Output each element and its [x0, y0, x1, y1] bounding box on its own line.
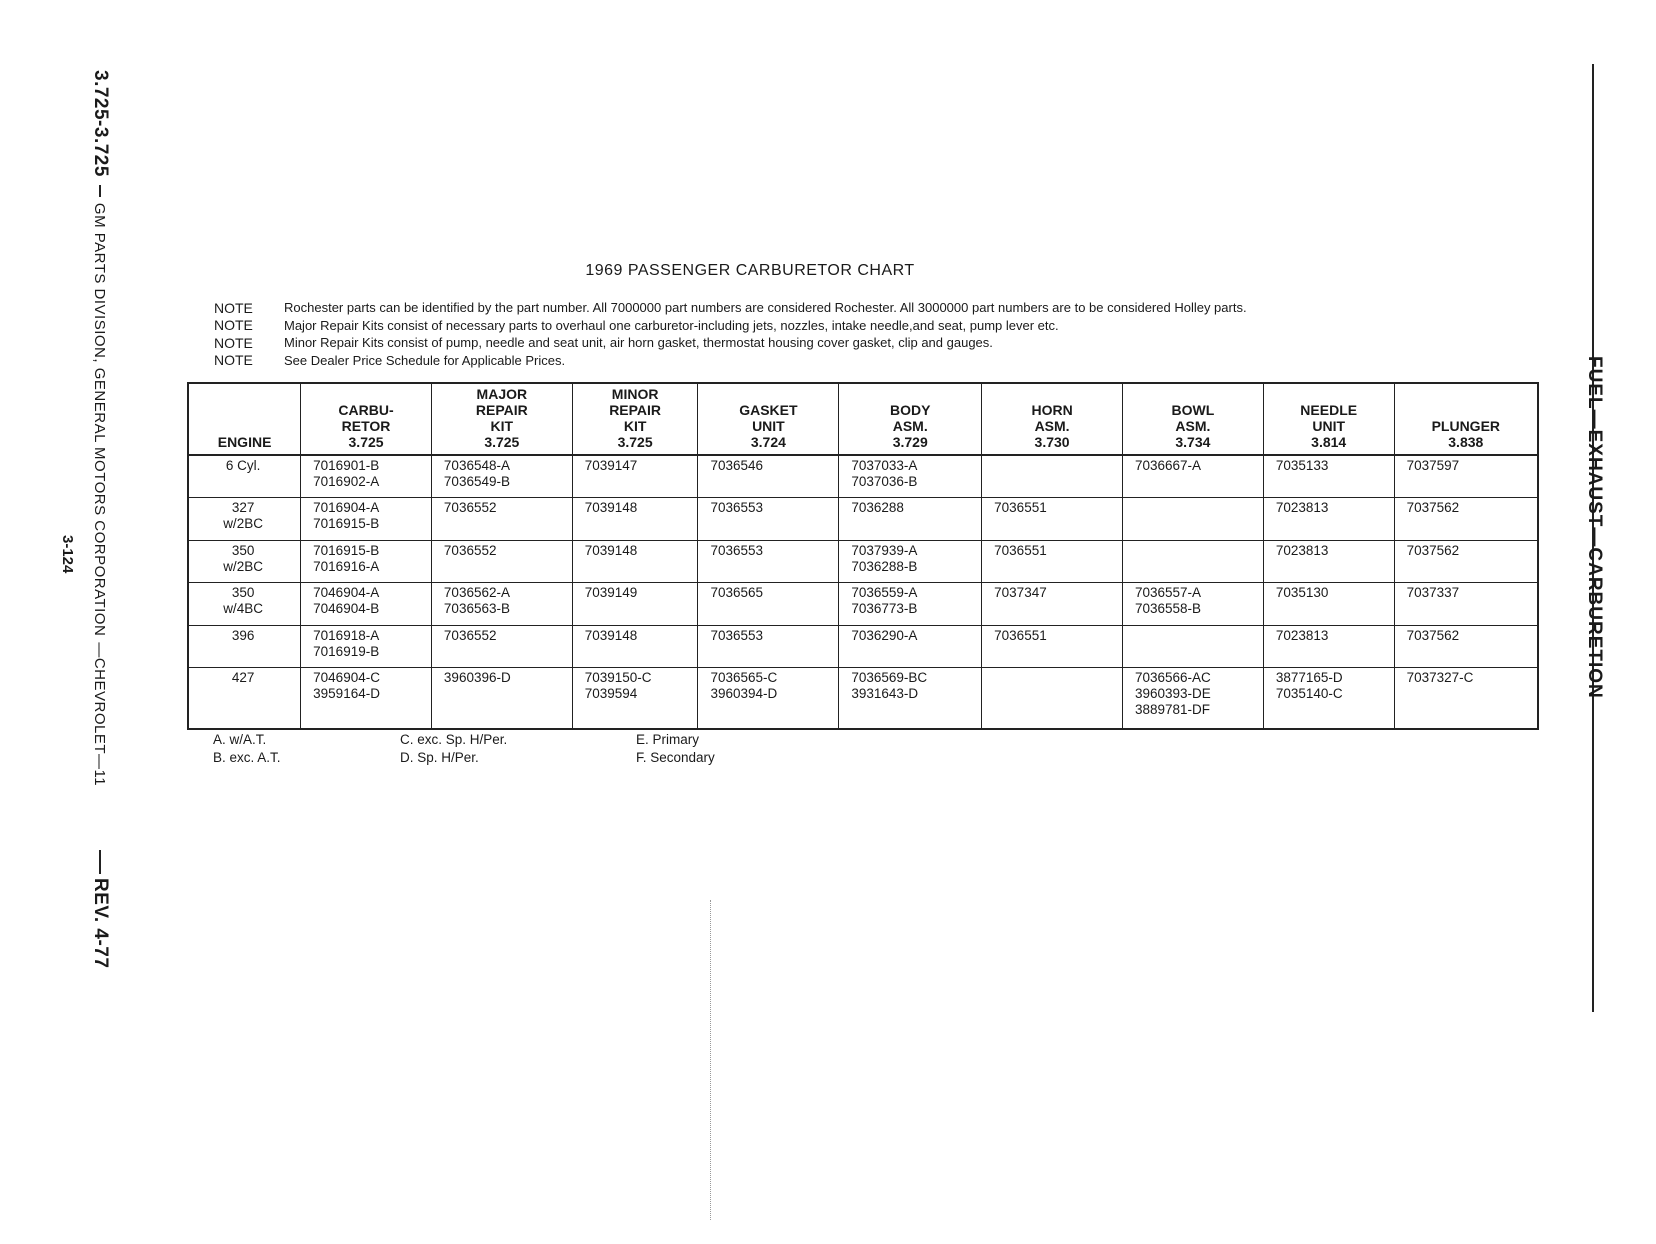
table-body — [188, 455, 1538, 729]
table-row — [188, 498, 1538, 540]
column-header — [1122, 383, 1263, 455]
cell-line: w/2BC — [223, 558, 263, 574]
column-header-line: PLUNGER — [1431, 418, 1501, 434]
part-number-cell — [1122, 668, 1263, 729]
column-header-line: REPAIR — [475, 402, 528, 418]
part-number-cell — [982, 625, 1123, 667]
cell-line: 7036548-A — [443, 458, 510, 473]
part-number-cell — [982, 498, 1123, 540]
cell-line: w/4BC — [223, 601, 263, 617]
cell-line: 7036569-BC — [851, 670, 928, 686]
section-code: 3.725-3.725 — [90, 70, 111, 177]
part-number-cell — [698, 540, 839, 582]
part-number-cell — [698, 625, 839, 667]
column-header-line: HORN — [1031, 402, 1073, 418]
part-number-cell — [982, 455, 1123, 498]
cell-line: 7036546 — [710, 458, 764, 473]
table-row — [188, 583, 1538, 625]
column-header-line: ASM. — [1034, 418, 1070, 434]
margin-rule — [99, 185, 101, 197]
cell-line: 427 — [231, 670, 255, 686]
part-number-cell — [698, 583, 839, 625]
cell-line: 3889781-DF — [1134, 702, 1211, 718]
column-header — [431, 383, 572, 455]
cell-line: 7036563-B — [443, 601, 510, 617]
part-number-cell — [572, 455, 698, 498]
part-number-cell — [572, 625, 698, 667]
note-row — [214, 334, 1247, 352]
revision-rule — [99, 850, 101, 874]
part-number-cell — [1122, 540, 1263, 582]
part-number-cell — [982, 540, 1123, 582]
column-header-line: 3.725 — [348, 434, 384, 450]
cell-line: 3959164-D — [313, 686, 380, 702]
part-number-cell — [1394, 498, 1538, 540]
column-header-line: ENGINE — [217, 434, 272, 450]
cell-line: 7036558-B — [1134, 601, 1202, 617]
part-number-cell — [1263, 583, 1394, 625]
footnote: B. exc. A.T. — [213, 750, 281, 765]
column-header-line: CARBU- — [338, 402, 394, 418]
part-number-cell — [1263, 668, 1394, 729]
part-number-cell — [1263, 540, 1394, 582]
column-header-line: 3.814 — [1311, 434, 1347, 450]
part-number-cell — [301, 625, 432, 667]
note-text: See Dealer Price Schedule for Applicable Prices. — [284, 352, 566, 368]
cell-line: 3960394-D — [710, 686, 778, 702]
cell-line: 7035130 — [1275, 585, 1329, 601]
cell-line: 7036549-B — [443, 474, 510, 489]
column-header-line: KIT — [490, 418, 514, 434]
cell-line: 396 — [231, 627, 255, 643]
cell-line: 7037337 — [1406, 585, 1460, 601]
cell-line: w/2BC — [223, 516, 263, 532]
cell-line: 7035133 — [1275, 458, 1329, 473]
part-number-cell — [1263, 498, 1394, 540]
part-number-cell — [572, 583, 698, 625]
cell-line: 7036566-AC — [1134, 670, 1211, 686]
part-number-cell — [1394, 583, 1538, 625]
engine-cell — [188, 540, 301, 582]
part-number-cell — [301, 668, 432, 729]
cell-line: 7036288-B — [851, 558, 918, 574]
column-header — [1263, 383, 1394, 455]
cell-line: 7023813 — [1275, 500, 1329, 516]
cell-line: 7036553 — [710, 627, 764, 643]
page-number: 3-124 — [59, 535, 76, 574]
cell-line: 7016915-B — [313, 516, 380, 532]
column-header-line: ASM. — [892, 418, 928, 434]
part-number-cell — [301, 455, 432, 498]
left-margin-header — [70, 70, 130, 1070]
cell-line: 7036565 — [710, 585, 764, 601]
part-number-cell — [431, 668, 572, 729]
note-label: NOTE — [214, 352, 253, 369]
cell-line: 7037562 — [1406, 542, 1460, 558]
part-number-cell — [698, 668, 839, 729]
part-number-cell — [839, 455, 982, 498]
cell-line: 7039149 — [584, 585, 638, 601]
part-number-cell — [1394, 625, 1538, 667]
carburetor-parts-table — [187, 382, 1539, 730]
footnote: E. Primary — [636, 732, 700, 747]
note-label: NOTE — [214, 317, 253, 334]
cell-line: 7037562 — [1406, 627, 1460, 643]
cell-line: 3877165-D — [1275, 670, 1343, 686]
column-header-line: UNIT — [752, 418, 785, 434]
cell-line: 3960393-DE — [1134, 686, 1211, 702]
column-header-line: NEEDLE — [1300, 402, 1358, 418]
part-number-cell — [301, 498, 432, 540]
part-number-cell — [572, 498, 698, 540]
cell-line: 7036290-A — [851, 627, 918, 643]
column-header-line: KIT — [623, 418, 647, 434]
cell-line: 7023813 — [1275, 627, 1329, 643]
cell-line: 7036552 — [443, 627, 497, 643]
table-header-row — [188, 383, 1538, 455]
engine-cell — [188, 668, 301, 729]
column-header — [1394, 383, 1538, 455]
cell-line: 7016916-A — [313, 558, 380, 574]
column-header-line: ASM. — [1175, 418, 1211, 434]
cell-line: 7046904-B — [313, 601, 380, 617]
cell-line: 350 — [231, 542, 255, 558]
table-row — [188, 668, 1538, 729]
part-number-cell — [431, 625, 572, 667]
part-number-cell — [698, 498, 839, 540]
make-label: —CHEVROLET—11 — [91, 642, 109, 787]
column-header-line: MINOR — [611, 386, 659, 402]
chart-title: 1969 PASSENGER CARBURETOR CHART — [585, 262, 915, 279]
table-row — [188, 455, 1538, 498]
cell-line: 7039148 — [584, 542, 638, 558]
note-text: Major Repair Kits consist of necessary parts to overhaul one carburetor-including jets, nozzles, intake needle,and seat, pump lever etc. — [284, 317, 1059, 333]
column-header — [698, 383, 839, 455]
column-header-line: 3.838 — [1448, 434, 1484, 450]
note-row — [214, 299, 1247, 317]
part-number-cell — [1122, 455, 1263, 498]
table-row — [188, 625, 1538, 667]
section-title: FUEL—EXHAUST—CARBURETION — [1584, 356, 1605, 699]
part-number-cell — [1394, 540, 1538, 582]
cell-line: 7037033-A — [851, 458, 918, 473]
cell-line: 7039594 — [584, 686, 638, 702]
cell-line: 7046904-A — [313, 585, 380, 601]
note-text: Minor Repair Kits consist of pump, needle and seat unit, air horn gasket, thermostat housing cover gasket, clip and gauges. — [284, 335, 993, 351]
cell-line: 7037327-C — [1406, 670, 1474, 686]
cell-line: 6 Cyl. — [225, 458, 261, 473]
note-row — [214, 317, 1247, 335]
column-header-line: 3.734 — [1175, 434, 1211, 450]
footnote: D. Sp. H/Per. — [400, 750, 479, 765]
cell-line: 7036557-A — [1134, 585, 1202, 601]
cell-line: 7037939-A — [851, 542, 918, 558]
note-label: NOTE — [214, 299, 253, 316]
cell-line: 350 — [231, 585, 255, 601]
part-number-cell — [431, 498, 572, 540]
part-number-cell — [839, 583, 982, 625]
column-header — [839, 383, 982, 455]
cell-line: 7036552 — [443, 542, 497, 558]
column-header — [572, 383, 698, 455]
part-number-cell — [572, 668, 698, 729]
part-number-cell — [982, 583, 1123, 625]
part-number-cell — [1263, 625, 1394, 667]
cell-line: 7036552 — [443, 500, 497, 516]
column-header-line: GASKET — [739, 402, 798, 418]
part-number-cell — [301, 583, 432, 625]
part-number-cell — [1122, 498, 1263, 540]
column-header — [301, 383, 432, 455]
part-number-cell — [839, 668, 982, 729]
part-number-cell — [698, 455, 839, 498]
part-number-cell — [1263, 455, 1394, 498]
cell-line: 3960396-D — [443, 670, 511, 686]
publisher-name: GM PARTS DIVISION, GENERAL MOTORS CORPORATION — [91, 202, 109, 637]
cell-line: 7035140-C — [1275, 686, 1343, 702]
part-number-cell — [839, 540, 982, 582]
cell-line: 7036553 — [710, 542, 764, 558]
part-number-cell — [1394, 668, 1538, 729]
part-number-cell — [839, 498, 982, 540]
part-number-cell — [431, 583, 572, 625]
fold-line — [710, 900, 711, 1220]
table-row — [188, 540, 1538, 582]
engine-cell — [188, 455, 301, 498]
note-label: NOTE — [214, 334, 253, 351]
column-header-line: 3.725 — [484, 434, 520, 450]
cell-line: 7039148 — [584, 500, 638, 516]
cell-line: 7036565-C — [710, 670, 778, 686]
cell-line: 7037597 — [1406, 458, 1460, 473]
cell-line: 7016919-B — [313, 643, 380, 659]
cell-line: 7037562 — [1406, 500, 1460, 516]
column-header-line: 3.724 — [750, 434, 786, 450]
footnotes — [213, 732, 813, 768]
footnote: F. Secondary — [636, 750, 715, 765]
column-header-line: MAJOR — [476, 386, 528, 402]
column-header-line: UNIT — [1312, 418, 1346, 434]
column-header-line: 3.729 — [892, 434, 928, 450]
part-number-cell — [1394, 455, 1538, 498]
note-text: Rochester parts can be identified by the part number. All 7000000 part numbers are considered Rochester. All 3000000 part numbers are to be considered Holley parts. — [284, 300, 1247, 316]
cell-line: 7016901-B — [313, 458, 380, 473]
cell-line: 7036551 — [994, 542, 1047, 558]
revision-label: REV. 4-77 — [90, 878, 111, 969]
footnote: A. w/A.T. — [213, 732, 267, 747]
footnote: C. exc. Sp. H/Per. — [400, 732, 508, 747]
cell-line: 7036773-B — [851, 601, 918, 617]
part-number-cell — [301, 540, 432, 582]
column-header-line: 3.725 — [617, 434, 653, 450]
cell-line: 7036551 — [994, 500, 1047, 516]
column-header-line: 3.730 — [1034, 434, 1070, 450]
column-header-line: REPAIR — [609, 402, 662, 418]
column-header — [188, 383, 301, 455]
cell-line: 7023813 — [1275, 542, 1329, 558]
cell-line: 7036553 — [710, 500, 764, 516]
cell-line: 7016902-A — [313, 474, 380, 489]
cell-line: 7016915-B — [313, 542, 380, 558]
cell-line: 327 — [231, 500, 255, 516]
note-row — [214, 352, 1247, 370]
cell-line: 7039150-C — [584, 670, 652, 686]
notes-block — [214, 299, 1247, 369]
column-header-line: BOWL — [1171, 402, 1215, 418]
column-header-line: BODY — [890, 402, 931, 418]
engine-cell — [188, 625, 301, 667]
part-number-cell — [982, 668, 1123, 729]
cell-line: 7039148 — [584, 627, 638, 643]
part-number-cell — [1122, 583, 1263, 625]
part-number-cell — [431, 540, 572, 582]
part-number-cell — [572, 540, 698, 582]
engine-cell — [188, 498, 301, 540]
part-number-cell — [431, 455, 572, 498]
cell-line: 7036288 — [851, 500, 904, 516]
part-number-cell — [1122, 625, 1263, 667]
cell-line: 7037036-B — [851, 474, 918, 489]
part-number-cell — [839, 625, 982, 667]
cell-line: 7037347 — [994, 585, 1047, 601]
cell-line: 7036551 — [994, 627, 1047, 643]
engine-cell — [188, 583, 301, 625]
cell-line: 7016904-A — [313, 500, 380, 516]
cell-line: 7046904-C — [313, 670, 380, 686]
column-header-line: RETOR — [341, 418, 391, 434]
cell-line: 7036562-A — [443, 585, 510, 601]
cell-line: 7039147 — [584, 458, 638, 473]
cell-line: 3931643-D — [851, 686, 919, 702]
column-header — [982, 383, 1123, 455]
cell-line: 7036559-A — [851, 585, 918, 601]
cell-line: 7036667-A — [1134, 458, 1202, 473]
cell-line: 7016918-A — [313, 627, 380, 643]
